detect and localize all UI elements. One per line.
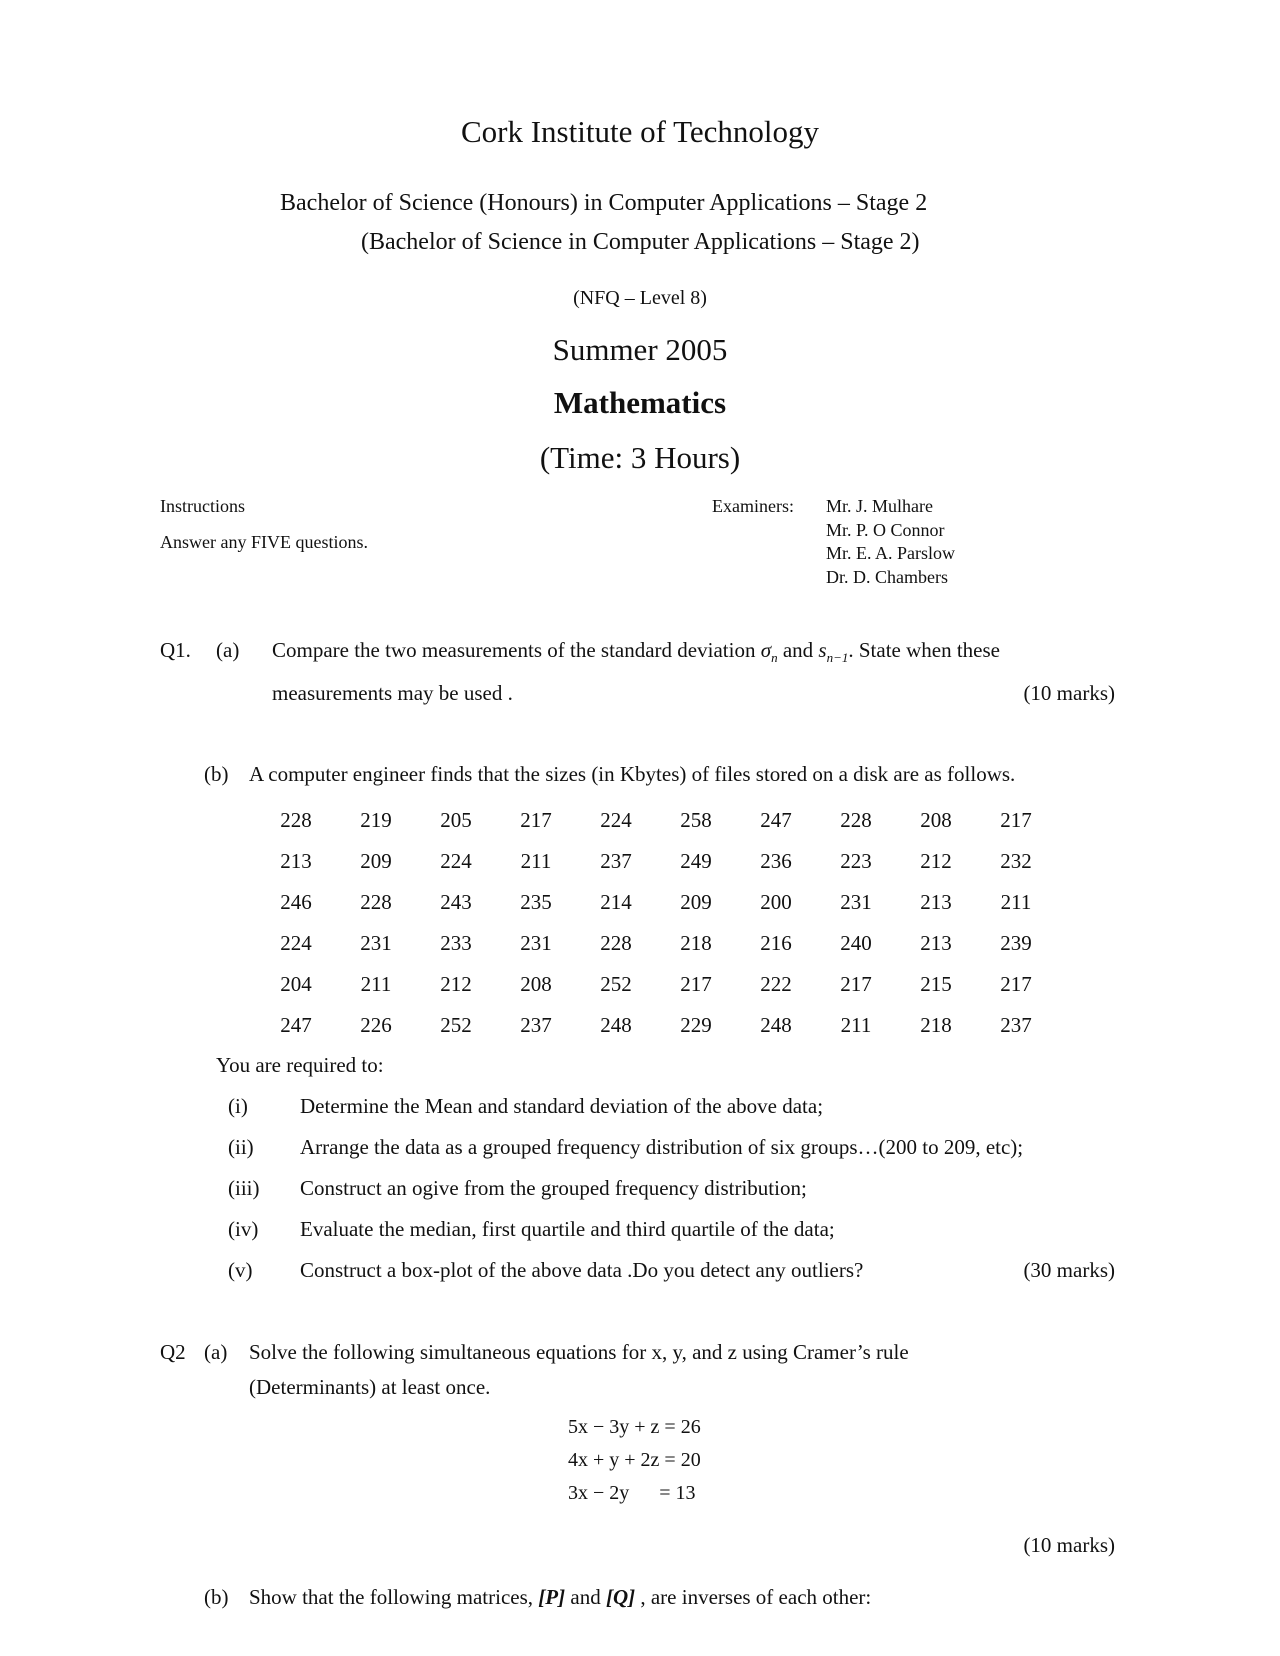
instructions-text: Answer any FIVE questions. — [160, 532, 368, 552]
data-cell: 224 — [280, 931, 312, 955]
nfq-level: (NFQ – Level 8) — [573, 287, 707, 309]
data-cell: 236 — [760, 849, 792, 873]
task-text: Construct a box-plot of the above data .Do you detect any outliers? — [300, 1258, 864, 1282]
equation-1: 5x − 3y + z = 26 — [568, 1416, 701, 1438]
data-cell: 216 — [760, 931, 792, 955]
examiners-label: Examiners: — [712, 496, 794, 516]
q1-label: Q1. — [160, 638, 191, 662]
q2a-text-line1: Solve the following simultaneous equations for x, y, and z using Cramer’s rule — [249, 1340, 909, 1364]
task-text: Arrange the data as a grouped frequency distribution of six groups…(200 to 209, etc); — [300, 1135, 1024, 1159]
data-cell: 229 — [680, 1013, 712, 1037]
equation-3: 3x − 2y = 13 — [568, 1482, 696, 1504]
q2b-text-before: Show that the following matrices, — [249, 1585, 534, 1609]
data-cell: 228 — [280, 808, 312, 832]
data-cell: 231 — [520, 931, 552, 955]
task-item — [228, 1176, 807, 1201]
q2b-text-after: , are inverses of each other: — [640, 1585, 872, 1609]
data-cell: 247 — [280, 1013, 312, 1037]
data-cell: 200 — [760, 890, 792, 914]
data-cell: 208 — [520, 972, 552, 996]
task-item — [228, 1135, 1023, 1160]
table-row — [256, 800, 1056, 841]
data-cell: 217 — [840, 972, 872, 996]
data-cell: 218 — [680, 931, 712, 955]
examiner-1: Mr. J. Mulhare — [826, 496, 933, 516]
data-cell: 239 — [1000, 931, 1032, 955]
data-cell: 219 — [360, 808, 392, 832]
task-item — [228, 1217, 835, 1242]
data-cell: 223 — [840, 849, 872, 873]
data-cell: 231 — [840, 890, 872, 914]
data-cell: 252 — [440, 1013, 472, 1037]
data-cell: 205 — [440, 808, 472, 832]
data-cell: 228 — [840, 808, 872, 832]
data-cell: 213 — [920, 890, 952, 914]
q2b-text — [249, 1585, 871, 1610]
data-cell: 252 — [600, 972, 632, 996]
task-text: Determine the Mean and standard deviation of the above data; — [300, 1094, 824, 1118]
exam-session: Summer 2005 — [552, 332, 728, 367]
data-cell: 209 — [360, 849, 392, 873]
task-number: (i) — [228, 1094, 248, 1118]
equation-2: 4x + y + 2z = 20 — [568, 1449, 701, 1471]
matrix-q: [Q] — [605, 1585, 636, 1609]
q2a-marks: (10 marks) — [1023, 1533, 1115, 1557]
data-cell: 232 — [1000, 849, 1032, 873]
data-cell: 212 — [920, 849, 952, 873]
data-cell: 218 — [920, 1013, 952, 1037]
data-cell: 228 — [360, 890, 392, 914]
sigma-subscript: n — [771, 650, 778, 666]
matrix-p: [P] — [538, 1585, 566, 1609]
q2a-label: (a) — [204, 1340, 228, 1364]
examiner-4: Dr. D. Chambers — [826, 567, 948, 587]
data-cell: 248 — [760, 1013, 792, 1037]
q1b-text: A computer engineer finds that the sizes (in Kbytes) of files stored on a disk are as follows. — [249, 762, 1016, 786]
q1a-label: (a) — [216, 638, 240, 662]
required-intro: You are required to: — [216, 1053, 384, 1077]
data-cell: 249 — [680, 849, 712, 873]
data-cell: 237 — [600, 849, 632, 873]
q2-label: Q2 — [160, 1340, 186, 1364]
task-text: Evaluate the median, first quartile and third quartile of the data; — [300, 1217, 835, 1241]
examiner-2: Mr. P. O Connor — [826, 520, 945, 540]
task-number: (iv) — [228, 1217, 259, 1241]
data-cell: 228 — [600, 931, 632, 955]
data-cell: 211 — [840, 1013, 872, 1037]
data-cell: 208 — [920, 808, 952, 832]
data-cell: 231 — [360, 931, 392, 955]
task-number: (v) — [228, 1258, 253, 1282]
data-cell: 217 — [680, 972, 712, 996]
data-cell: 214 — [600, 890, 632, 914]
q1a-text-line2: measurements may be used . — [272, 681, 513, 705]
data-cell: 211 — [520, 849, 552, 873]
data-cell: 258 — [680, 808, 712, 832]
data-cell: 217 — [520, 808, 552, 832]
task-item — [228, 1094, 823, 1119]
degree-line-2: (Bachelor of Science in Computer Applications – Stage 2) — [361, 229, 920, 255]
data-cell: 246 — [280, 890, 312, 914]
data-cell: 217 — [1000, 972, 1032, 996]
data-cell: 237 — [520, 1013, 552, 1037]
file-size-table — [256, 800, 1056, 1046]
data-cell: 247 — [760, 808, 792, 832]
data-cell: 224 — [600, 808, 632, 832]
data-cell: 235 — [520, 890, 552, 914]
sigma-symbol: σ — [760, 638, 772, 662]
task-number: (ii) — [228, 1135, 254, 1159]
data-cell: 209 — [680, 890, 712, 914]
q1a-text-after: . State when these — [848, 638, 1000, 662]
q1b-marks: (30 marks) — [1023, 1258, 1115, 1282]
examiner-3: Mr. E. A. Parslow — [826, 543, 956, 563]
institute-title: Cork Institute of Technology — [460, 114, 819, 149]
data-cell: 211 — [360, 972, 392, 996]
data-cell: 213 — [280, 849, 312, 873]
data-cell: 243 — [440, 890, 472, 914]
data-cell: 224 — [440, 849, 472, 873]
task-number: (iii) — [228, 1176, 260, 1200]
data-cell: 237 — [1000, 1013, 1032, 1037]
data-cell: 240 — [840, 931, 872, 955]
data-cell: 213 — [920, 931, 952, 955]
exam-duration: (Time: 3 Hours) — [539, 440, 741, 475]
q1a-text-line1 — [272, 638, 1000, 666]
q1a-and: and — [782, 638, 814, 662]
data-cell: 248 — [600, 1013, 632, 1037]
s-subscript: n−1 — [826, 650, 849, 666]
data-cell: 204 — [280, 972, 312, 996]
degree-line-1: Bachelor of Science (Honours) in Computer Applications – Stage 2 — [280, 190, 928, 216]
data-cell: 212 — [440, 972, 472, 996]
instructions-heading: Instructions — [160, 496, 245, 516]
table-row — [256, 882, 1056, 923]
q1b-label: (b) — [204, 762, 229, 786]
data-cell: 233 — [440, 931, 472, 955]
table-row — [256, 923, 1056, 964]
data-cell: 211 — [1000, 890, 1032, 914]
q1a-marks: (10 marks) — [1023, 681, 1115, 705]
subject-title: Mathematics — [553, 385, 727, 420]
table-row — [256, 841, 1056, 882]
task-text: Construct an ogive from the grouped frequency distribution; — [300, 1176, 807, 1200]
q1a-text-before: Compare the two measurements of the standard deviation — [272, 638, 756, 662]
table-row — [256, 964, 1056, 1005]
q2b-and: and — [570, 1585, 601, 1609]
s-symbol: s — [818, 638, 827, 662]
q2a-text-line2: (Determinants) at least once. — [249, 1375, 491, 1399]
data-cell: 226 — [360, 1013, 392, 1037]
table-row — [256, 1005, 1056, 1046]
q2b-label: (b) — [204, 1585, 229, 1609]
task-item — [228, 1258, 863, 1283]
data-cell: 222 — [760, 972, 792, 996]
data-cell: 215 — [920, 972, 952, 996]
data-cell: 217 — [1000, 808, 1032, 832]
